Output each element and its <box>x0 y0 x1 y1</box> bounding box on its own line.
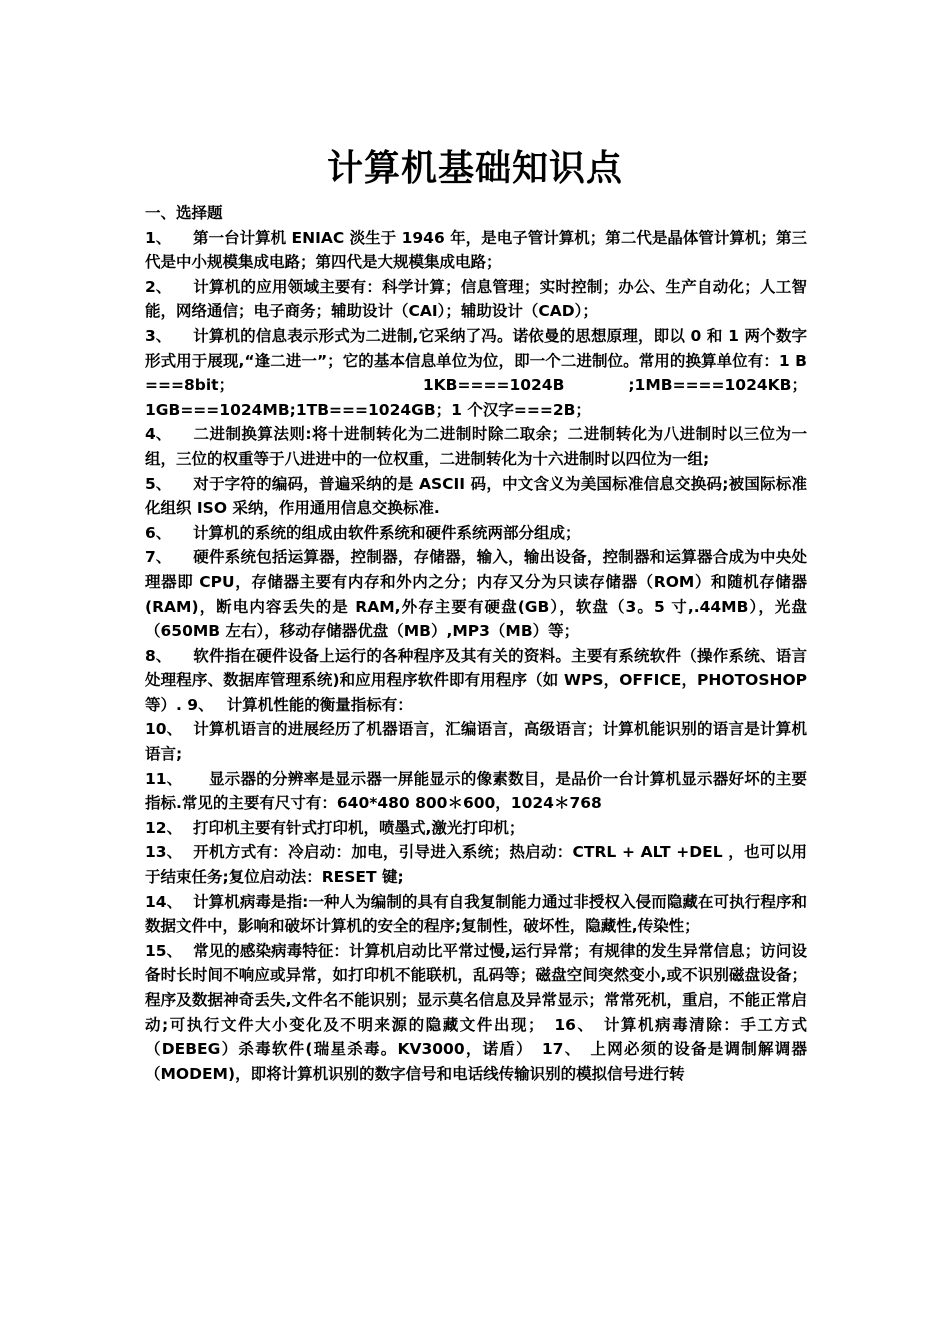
list-item <box>145 644 807 718</box>
item-text: 计算机的系统的组成由软件系统和硬件系统两部分组成； <box>193 523 581 542</box>
list-item <box>145 717 807 766</box>
item-number: 10、 <box>145 720 183 739</box>
item-text: 硬件系统包括运算器，控制器，存储器，输入，输出设备，控制器和运算器合成为中央处理器即 CPU，存储器主要有内存和外内之分；内存又分为只读存储器（ROM）和随机存储器(RAM)，断电内容丢失的是 RAM,外存主要有硬盘(GB），软盘（3。5 寸,.44MB），光盘（650MB 左右），移动存储器优盘（MB）,MP3（MB）等； <box>145 548 807 641</box>
item-text: 常见的感染病毒特征：计算机启动比平常过慢,运行异常；有规律的发生异常信息；访问设备时长时间不响应或异常，如打印机不能联机，乱码等；磁盘空间突然变小,或不识别磁盘设备；程序及数据神奇丢失,文件名不能识别；显示莫名信息及异常显示；常常死机，重启，不能正常启动;可执行文件大小变化及不明来源的隐藏文件出现； 16、 计算机病毒清除：手工方式（DEBEG）杀毒软件(瑞星杀毒。KV3000，诺盾） 17、 上网必须的设备是调制解调器（MODEM)，即将计算机识别的数字信号和电话线传输识别的模拟信号进行转 <box>145 941 807 1083</box>
item-number: 14、 <box>145 892 183 911</box>
item-number: 8、 <box>145 646 172 665</box>
list-item <box>145 939 807 1087</box>
item-text: 打印机主要有针式打印机，喷墨式,激光打印机； <box>193 818 525 837</box>
list-item <box>145 545 807 643</box>
item-number: 5、 <box>145 474 172 493</box>
list-item <box>145 767 807 816</box>
list-item <box>145 422 807 471</box>
list-item <box>145 890 807 939</box>
item-number: 4、 <box>145 425 172 444</box>
item-number: 13、 <box>145 843 183 862</box>
list-item <box>145 816 807 841</box>
document-title: 计算机基础知识点 <box>326 148 623 189</box>
item-number: 6、 <box>145 523 172 542</box>
item-text: 计算机的应用领域主要有：科学计算；信息管理；实时控制；办公、生产自动化；人工智能，网络通信；电子商务；辅助设计（CAI）；辅助设计（CAD）； <box>145 277 807 321</box>
item-text: 软件指在硬件设备上运行的各种程序及其有关的资料。主要有系统软件（操作系统、语言处理程序、数据库管理系统)和应用程序软件即有用程序（如 WPS，OFFICE，PHOTOSHOP 等）. 9、 计算机性能的衡量指标有： <box>145 646 807 714</box>
item-text: 计算机病毒是指:一种人为编制的具有自我复制能力通过非授权入侵而隐藏在可执行程序和数据文件中，影响和破坏计算机的安全的程序;复制性，破坏性，隐藏性,传染性； <box>145 892 807 936</box>
list-item <box>145 472 807 521</box>
item-text: 计算机语言的进展经历了机器语言，汇编语言，高级语言；计算机能识别的语言是计算机语言; <box>145 720 807 764</box>
item-number: 12、 <box>145 818 183 837</box>
document-body <box>145 201 807 1086</box>
item-text: 二进制换算法则:将十进制转化为二进制时除二取余；二进制转化为八进制时以三位为一组，三位的权重等于八进进中的一位权重，二进制转化为十六进制时以四位为一组; <box>145 425 807 468</box>
item-number: 1、 <box>145 228 172 247</box>
item-number: 7、 <box>145 548 172 567</box>
item-number: 15、 <box>145 941 183 960</box>
item-text: 显示器的分辨率是显示器一屏能显示的像素数目，是品价一台计算机显示器好坏的主要指标.常见的主要有尺寸有：640*480 800＊600，1024＊768 <box>145 769 807 813</box>
item-number: 3、 <box>145 326 172 345</box>
item-text: 第一台计算机 ENIAC 淡生于 1946 年，是电子管计算机；第二代是晶体管计算机；第三代是中小规模集成电路；第四代是大规模集成电路； <box>145 228 807 272</box>
list-item <box>145 521 807 546</box>
item-number: 2、 <box>145 277 172 296</box>
item-number: 11、 <box>145 769 183 788</box>
list-item <box>145 275 807 324</box>
list-item <box>145 226 807 275</box>
list-item <box>145 840 807 889</box>
section-heading: 一、选择题 <box>145 204 223 222</box>
list-item <box>145 324 807 422</box>
item-text: 对于字符的编码，普遍采纳的是 ASCII 码，中文含义为美国标准信息交换码;被国际标准化组织 ISO 采纳，作用通用信息交换标准. <box>145 474 807 518</box>
item-text: 开机方式有：冷启动：加电，引导进入系统；热启动：CTRL + ALT +DEL ，也可以用于结束任务;复位启动法：RESET 键; <box>145 843 807 887</box>
item-text: 计算机的信息表示形式为二进制,它采纳了冯。诺依曼的思想原理，即以 0 和 1 两个数字形式用于展现,“逢二进一”；它的基本信息单位为位，即一个二进制位。常用的换算单位有：1 B ===8bit； 1KB====1024B ;1MB====1024KB；1GB===1024MB;1TB===1024GB；1 个汉字===2B； <box>145 326 807 419</box>
